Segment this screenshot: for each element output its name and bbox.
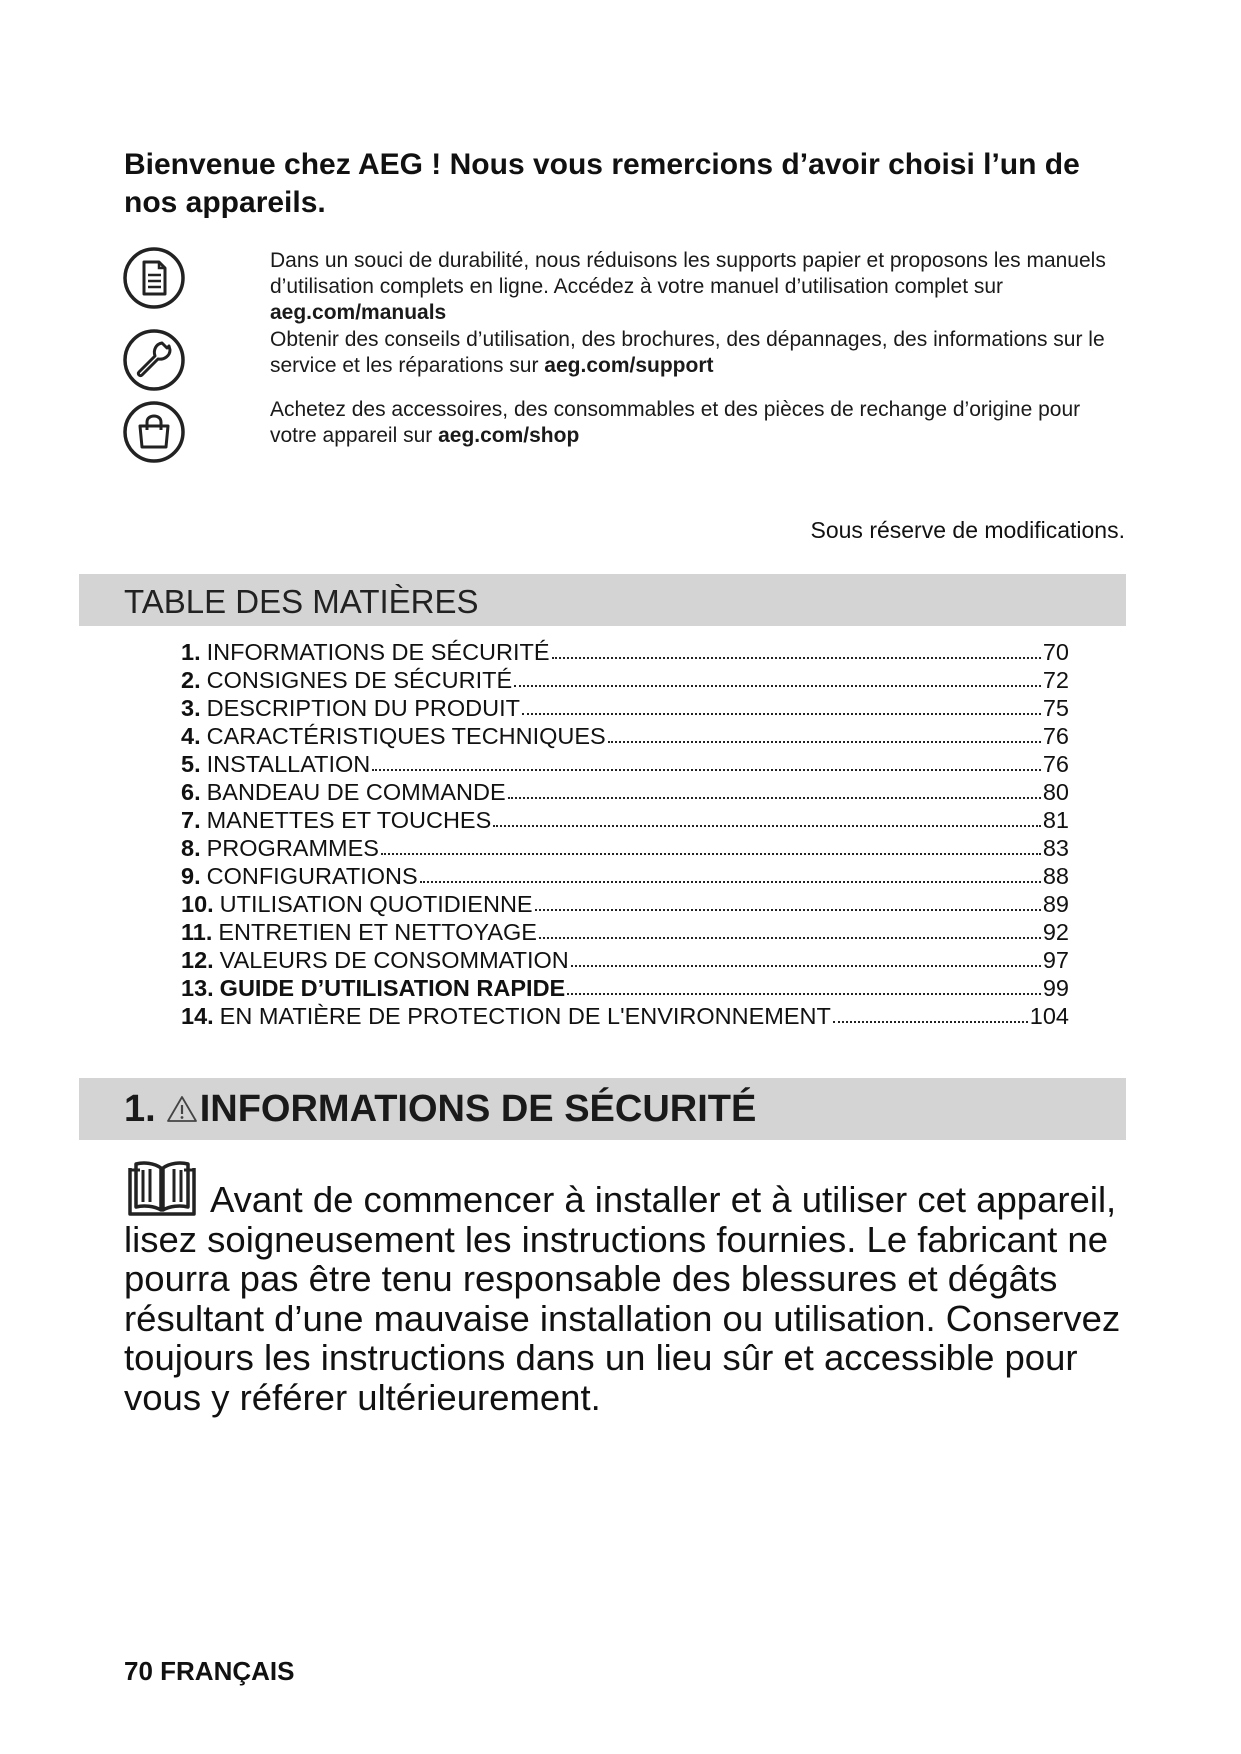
toc-page-number: 72	[1042, 667, 1069, 693]
toc-entry-title: MANETTES ET TOUCHES	[206, 807, 492, 833]
manuals-info	[270, 248, 1130, 326]
toc-page-number: 97	[1042, 947, 1069, 973]
toc-leader-dots	[571, 965, 1041, 967]
toc-page-number: 104	[1029, 1003, 1069, 1029]
toc-leader-dots	[493, 825, 1041, 827]
toc-number: 13.	[181, 975, 214, 1001]
toc-entry-title: CONFIGURATIONS	[206, 863, 418, 889]
toc-leader-dots	[552, 657, 1041, 659]
toc-number: 5.	[181, 751, 201, 777]
toc-number: 4.	[181, 723, 201, 749]
toc-row[interactable]	[181, 778, 1069, 806]
warning-triangle-icon	[166, 1094, 198, 1124]
toc-page-number: 76	[1042, 723, 1069, 749]
toc-entry-title: GUIDE D’UTILISATION RAPIDE	[219, 975, 566, 1001]
document-icon	[122, 246, 186, 310]
safety-intro-paragraph: Avant de commencer à installer et à utiliser cet appareil, lisez soigneusement les instructions fournies. Le fabricant ne pourra pas être tenu responsable des blessures et dégâts résultant d’une mauvaise installation ou utilisation. Conservez toujours les instructions dans un lieu sûr et accessible pour vous y référer ultérieurement.	[124, 1179, 1121, 1418]
manuals-link[interactable]: aeg.com/manuals	[270, 301, 447, 324]
toc-row[interactable]	[181, 834, 1069, 862]
toc-row[interactable]	[181, 1002, 1069, 1030]
shop-link[interactable]: aeg.com/shop	[438, 424, 580, 447]
toc-row[interactable]	[181, 694, 1069, 722]
toc-number: 8.	[181, 835, 201, 861]
toc-number: 10.	[181, 891, 214, 917]
toc-number: 1.	[181, 639, 201, 665]
toc-page-number: 92	[1042, 919, 1069, 945]
toc-entry-title: ENTRETIEN ET NETTOYAGE	[218, 919, 537, 945]
shop-info	[270, 397, 1130, 449]
toc-entry-title: INSTALLATION	[206, 751, 371, 777]
toc-row[interactable]	[181, 918, 1069, 946]
toc-row[interactable]	[181, 862, 1069, 890]
toc-row[interactable]	[181, 890, 1069, 918]
toc-leader-dots	[372, 769, 1041, 771]
toc-leader-dots	[608, 741, 1041, 743]
toc-entry-title: BANDEAU DE COMMANDE	[206, 779, 506, 805]
support-link[interactable]: aeg.com/support	[544, 354, 714, 377]
toc-page-number: 83	[1042, 835, 1069, 861]
toc-leader-dots	[514, 685, 1041, 687]
toc-leader-dots	[508, 797, 1041, 799]
toc-row[interactable]	[181, 974, 1069, 1002]
toc-entry-title: CONSIGNES DE SÉCURITÉ	[206, 667, 513, 693]
shop-text: Achetez des accessoires, des consommables et des pièces de rechange d’origine pour votre appareil sur	[270, 398, 1081, 447]
support-info	[270, 327, 1130, 379]
toc-entry-title: VALEURS DE CONSOMMATION	[219, 947, 569, 973]
toc-row[interactable]	[181, 946, 1069, 974]
toc-leader-dots	[567, 993, 1041, 995]
section-title	[124, 1087, 756, 1131]
section-number: 1.	[124, 1088, 156, 1130]
toc-entry-title: UTILISATION QUOTIDIENNE	[219, 891, 533, 917]
toc-number: 3.	[181, 695, 201, 721]
toc-number: 2.	[181, 667, 201, 693]
toc-page-number: 75	[1042, 695, 1069, 721]
toc-number: 9.	[181, 863, 201, 889]
toc-number: 11.	[181, 919, 213, 945]
toc-number: 6.	[181, 779, 201, 805]
toc-leader-dots	[522, 713, 1041, 715]
toc-entry-title: CARACTÉRISTIQUES TECHNIQUES	[206, 723, 606, 749]
manuals-text: Dans un souci de durabilité, nous réduisons les supports papier et proposons les manuels d’utilisation complets en ligne. Accédez à votre manuel d’utilisation complet sur	[270, 249, 1106, 298]
welcome-heading: Bienvenue chez AEG ! Nous vous remercions d’avoir choisi l’un de nos appareils.	[124, 148, 1080, 219]
toc-leader-dots	[420, 881, 1041, 883]
reserve-note: Sous réserve de modifications.	[810, 517, 1125, 543]
toc-number: 12.	[181, 947, 214, 973]
toc-page-number: 70	[1042, 639, 1069, 665]
toc-leader-dots	[535, 909, 1041, 911]
toc-entry-title: PROGRAMMES	[206, 835, 379, 861]
toc-page-number: 99	[1042, 975, 1069, 1001]
toc-page-number: 81	[1042, 807, 1069, 833]
toc-entry-title: DESCRIPTION DU PRODUIT	[206, 695, 520, 721]
toc-entry-title: INFORMATIONS DE SÉCURITÉ	[206, 639, 550, 665]
toc-number: 7.	[181, 807, 201, 833]
toc-page-number: 88	[1042, 863, 1069, 889]
toc-row[interactable]	[181, 806, 1069, 834]
toc-row[interactable]	[181, 722, 1069, 750]
toc-page-number: 80	[1042, 779, 1069, 805]
support-text: Obtenir des conseils d’utilisation, des brochures, des dépannages, des informations sur le service et les réparations sur	[270, 328, 1105, 377]
toc-row[interactable]	[181, 666, 1069, 694]
toc-list	[181, 638, 1069, 1030]
shopping-bag-icon	[122, 400, 186, 464]
toc-number: 14.	[181, 1003, 214, 1029]
toc-page-number: 76	[1042, 751, 1069, 777]
toc-row[interactable]	[181, 750, 1069, 778]
toc-leader-dots	[539, 937, 1041, 939]
toc-row[interactable]	[181, 638, 1069, 666]
section-heading: INFORMATIONS DE SÉCURITÉ	[199, 1088, 757, 1130]
toc-leader-dots	[833, 1021, 1028, 1023]
page-footer: 70 FRANÇAIS	[124, 1656, 295, 1686]
toc-leader-dots	[381, 853, 1041, 855]
toc-title: TABLE DES MATIÈRES	[124, 583, 479, 620]
toc-page-number: 89	[1042, 891, 1069, 917]
wrench-icon	[122, 328, 186, 392]
toc-entry-title: EN MATIÈRE DE PROTECTION DE L'ENVIRONNEMENT	[219, 1003, 831, 1029]
